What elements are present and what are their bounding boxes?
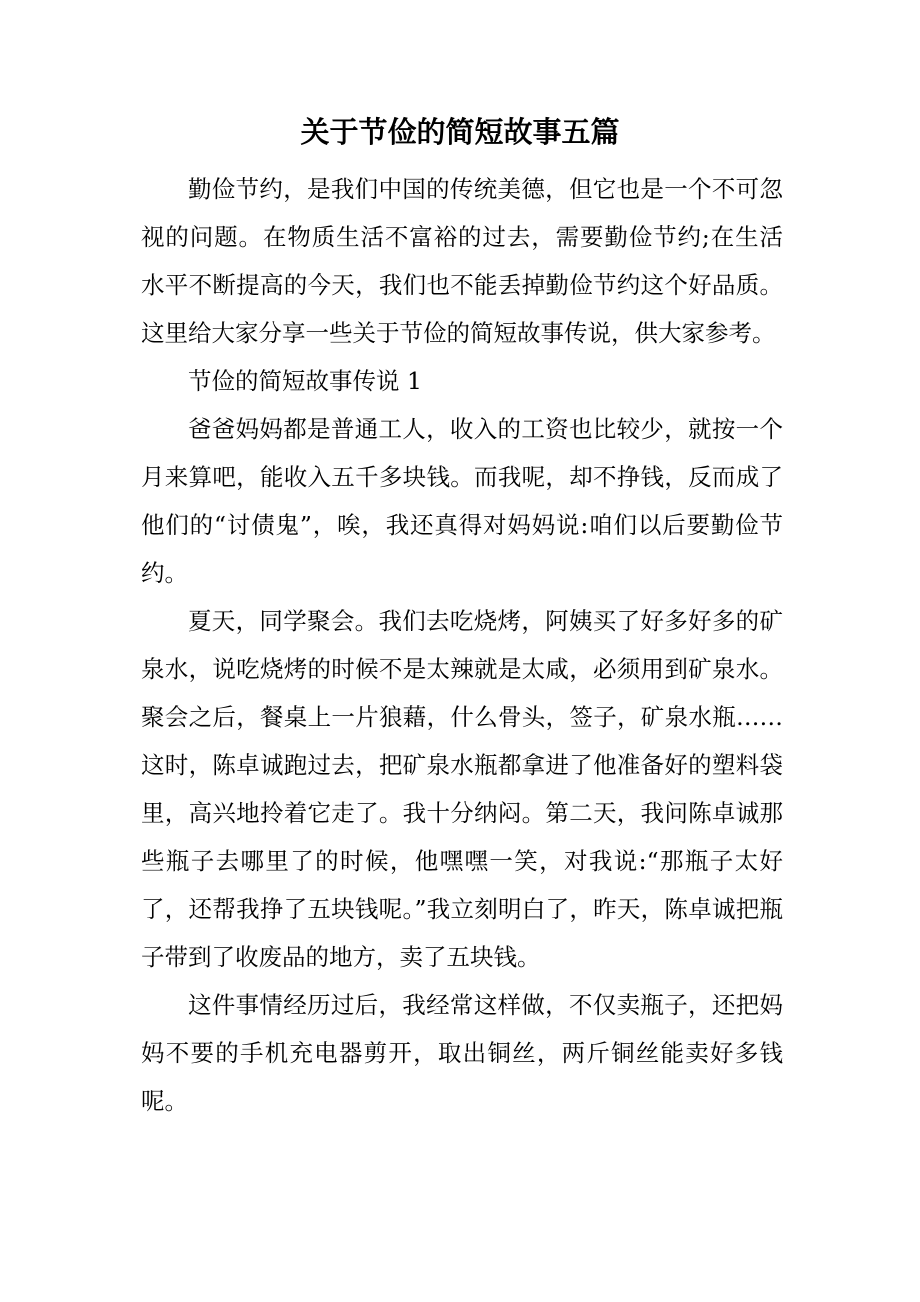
intro-paragraph: 勤俭节约，是我们中国的传统美德，但它也是一个不可忽视的问题。在物质生活不富裕的过去，需要勤俭节约;在生活水平不断提高的今天，我们也不能丢掉勤俭节约这个好品质。这里给大家分享一些关于节俭的简短故事传说，供大家参考。: [141, 175, 783, 347]
section-heading: 节俭的简短故事传说 1: [188, 367, 422, 395]
document-title: 关于节俭的简短故事五篇: [300, 115, 620, 149]
document-body: [141, 165, 783, 1125]
body-paragraph: 这件事情经历过后，我经常这样做，不仅卖瓶子，还把妈妈不要的手机充电器剪开，取出铜丝，两斤铜丝能卖好多钱呢。: [141, 991, 783, 1115]
body-paragraph: 夏天，同学聚会。我们去吃烧烤，阿姨买了好多好多的矿泉水，说吃烧烤的时候不是太辣就是太咸，必须用到矿泉水。聚会之后，餐桌上一片狼藉，什么骨头，签子，矿泉水瓶……这时，陈卓诚跑过去，把矿泉水瓶都拿进了他准备好的塑料袋里，高兴地拎着它走了。我十分纳闷。第二天，我问陈卓诚那些瓶子去哪里了的时候，他嘿嘿一笑，对我说:“那瓶子太好了，还帮我挣了五块钱呢。”我立刻明白了，昨天，陈卓诚把瓶子带到了收废品的地方，卖了五块钱。: [141, 607, 783, 971]
body-paragraph: 爸爸妈妈都是普通工人，收入的工资也比较少，就按一个月来算吧，能收入五千多块钱。而我呢，却不挣钱，反而成了他们的“讨债鬼”，唉，我还真得对妈妈说:咱们以后要勤俭节约。: [141, 415, 783, 587]
